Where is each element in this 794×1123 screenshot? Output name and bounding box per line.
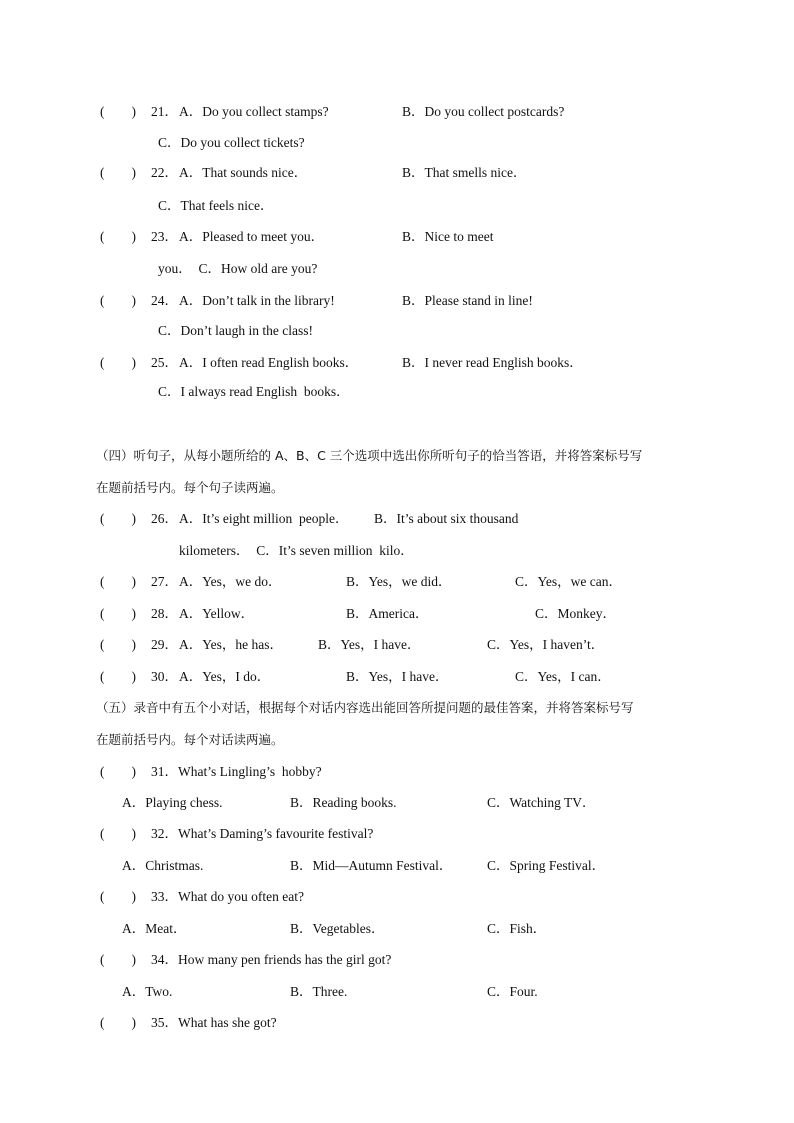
- section-4-instruction-cont: 在题前括号内。每个句子读两遍。: [96, 480, 284, 495]
- option-b: B．It’s about six thousand: [374, 511, 519, 526]
- option-b: B．Nice to meet: [402, 229, 494, 244]
- option-b: B．Reading books.: [290, 795, 397, 810]
- option-c: C．Don’t laugh in the class!: [158, 323, 313, 338]
- answer-bracket[interactable]: ( ): [100, 889, 136, 904]
- question-text: 35．What has she got?: [151, 1015, 277, 1030]
- option-a: A．That sounds nice．: [179, 165, 308, 180]
- option-c: C．Yes，we can．: [515, 574, 622, 589]
- option-c: C．Do you collect tickets?: [158, 135, 305, 150]
- answer-bracket[interactable]: ( ): [100, 669, 136, 684]
- option-c: C．Monkey．: [535, 606, 616, 621]
- question-number: 23．: [151, 229, 178, 244]
- option-a: A．I often read English books．: [179, 355, 359, 370]
- option-b: B．Yes，I have．: [346, 669, 449, 684]
- option-a: A．Playing chess.: [122, 795, 223, 810]
- option-a: A．Yes，he has．: [179, 637, 284, 652]
- option-a: A．Christmas.: [122, 858, 204, 873]
- option-b: B．Yes，we did．: [346, 574, 452, 589]
- option-b: B．That smells nice．: [402, 165, 527, 180]
- option-c: C．Watching TV．: [487, 795, 596, 810]
- answer-bracket[interactable]: ( ): [100, 229, 136, 244]
- option-a: A．It’s eight million people．: [179, 511, 349, 526]
- answer-bracket[interactable]: ( ): [100, 637, 136, 652]
- question-number: 25．: [151, 355, 178, 370]
- option-b: B．I never read English books．: [402, 355, 583, 370]
- question-number: 24．: [151, 293, 178, 308]
- option-a: A．Yes，we do．: [179, 574, 282, 589]
- option-c: C．Spring Festival．: [487, 858, 606, 873]
- option-c: C．Yes，I can．: [515, 669, 611, 684]
- option-a: A．Do you collect stamps?: [179, 104, 329, 119]
- question-number: 22．: [151, 165, 178, 180]
- option-a: A．Yes，I do．: [179, 669, 271, 684]
- answer-bracket[interactable]: ( ): [100, 574, 136, 589]
- answer-bracket[interactable]: ( ): [100, 826, 136, 841]
- option-a: A．Pleased to meet you．: [179, 229, 325, 244]
- question-text: 33．What do you often eat?: [151, 889, 304, 904]
- option-b: B．Three.: [290, 984, 348, 999]
- answer-bracket[interactable]: ( ): [100, 355, 136, 370]
- question-text: 31．What’s Lingling’s hobby?: [151, 764, 322, 779]
- answer-bracket[interactable]: ( ): [100, 293, 136, 308]
- option-b: B．Please stand in line!: [402, 293, 533, 308]
- section-4-instruction: （四）听句子，从每小题所给的 A、B、C 三个选项中选出你所听句子的恰当答语，并将答案标号写: [96, 448, 643, 463]
- answer-bracket[interactable]: ( ): [100, 104, 136, 119]
- option-c: C．I always read English books．: [158, 384, 350, 399]
- answer-bracket[interactable]: ( ): [100, 1015, 136, 1030]
- option-a: A．Don’t talk in the library!: [179, 293, 335, 308]
- option-c: C．Yes，I haven’t．: [487, 637, 605, 652]
- answer-bracket[interactable]: ( ): [100, 952, 136, 967]
- section-5-instruction: （五）录音中有五个小对话，根据每个对话内容选出能回答所提问题的最佳答案，并将答案标号写: [96, 700, 634, 715]
- question-number: 29．: [151, 637, 178, 652]
- question-number: 28．: [151, 606, 178, 621]
- option-b: B．Yes，I have．: [318, 637, 421, 652]
- answer-bracket[interactable]: ( ): [100, 606, 136, 621]
- option-a: A．Two.: [122, 984, 173, 999]
- answer-bracket[interactable]: ( ): [100, 165, 136, 180]
- option-b: B．Mid—Autumn Festival．: [290, 858, 453, 873]
- question-text: 32．What’s Daming’s favourite festival?: [151, 826, 374, 841]
- option-c: you． C．How old are you?: [158, 261, 318, 276]
- answer-bracket[interactable]: ( ): [100, 511, 136, 526]
- option-c: C．Four.: [487, 984, 538, 999]
- option-b: B．Vegetables．: [290, 921, 385, 936]
- option-b: B．America．: [346, 606, 429, 621]
- option-c: C．That feels nice．: [158, 198, 274, 213]
- option-b: B．Do you collect postcards?: [402, 104, 565, 119]
- option-a: A．Yellow．: [179, 606, 255, 621]
- question-text: 34．How many pen friends has the girl got?: [151, 952, 392, 967]
- option-c: C．Fish．: [487, 921, 547, 936]
- option-a: A．Meat．: [122, 921, 187, 936]
- question-number: 30．: [151, 669, 178, 684]
- answer-bracket[interactable]: ( ): [100, 764, 136, 779]
- section-5-instruction-cont: 在题前括号内。每个对话读两遍。: [96, 732, 284, 747]
- question-number: 21．: [151, 104, 178, 119]
- question-number: 26．: [151, 511, 178, 526]
- option-c: kilometers． C．It’s seven million kilo．: [179, 543, 414, 558]
- question-number: 27．: [151, 574, 178, 589]
